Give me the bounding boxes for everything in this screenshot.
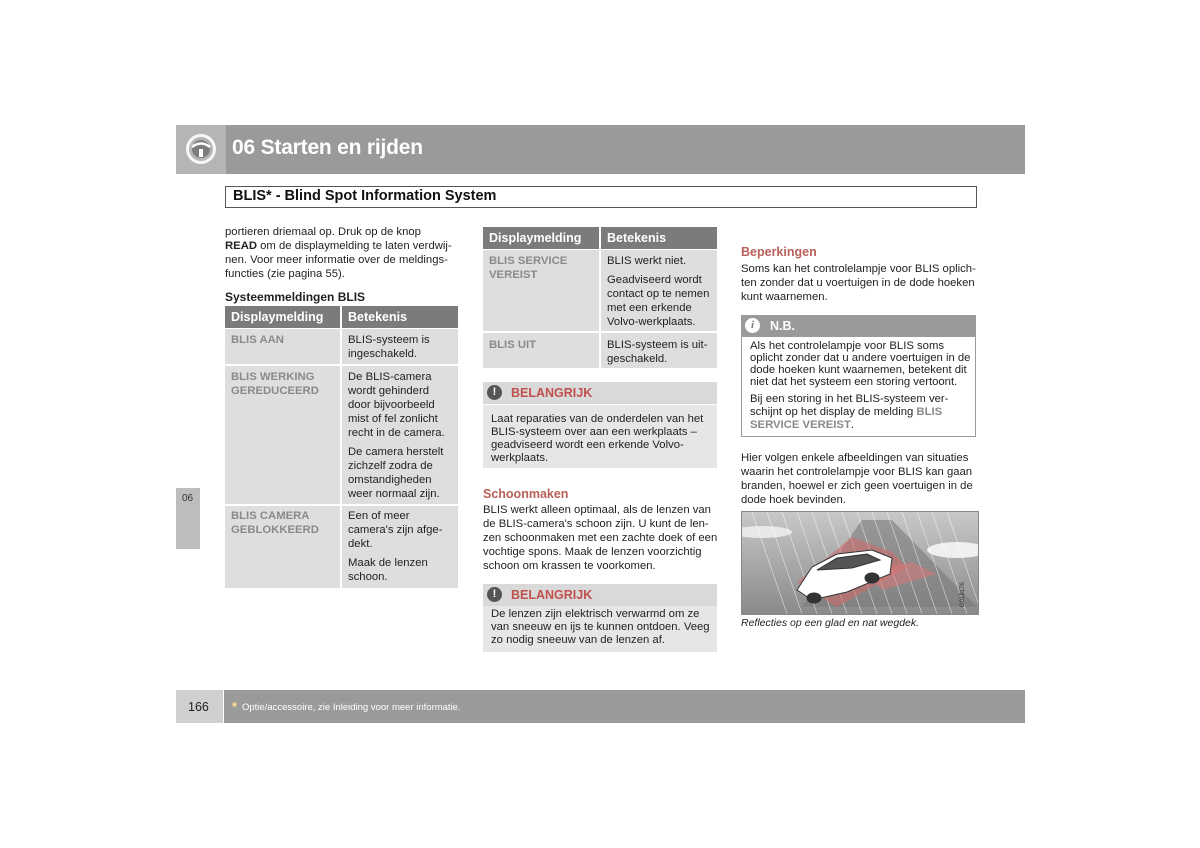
wet-road-illustration (741, 511, 979, 615)
note-line: oplicht zonder dat u andere voertuigen in de (750, 352, 971, 364)
row-value-line: schoon. (348, 571, 388, 583)
warning-icon: ! (487, 587, 502, 602)
row-key: GEREDUCEERD (231, 385, 319, 397)
row-value-line: Volvo-werkplaats. (607, 316, 696, 328)
warning-line: zo nodig sneeuw van de lenzen af. (491, 634, 665, 646)
warning-line: geadviseerd wordt een erkende Volvo- (491, 439, 684, 451)
table-header-display: Displaymelding (231, 310, 324, 324)
row-value-line: door bijvoorbeeld (348, 399, 435, 411)
after-line: branden, hoewel er zich geen voertuigen in de (741, 480, 973, 492)
row-value-line: wordt gehinderd (348, 385, 430, 397)
table-header-meaning: Betekenis (607, 231, 667, 245)
limits-heading: Beperkingen (741, 245, 817, 259)
note-line: Als het controlelampje voor BLIS soms (750, 340, 945, 352)
cleaning-heading: Schoonmaken (483, 487, 569, 501)
cleaning-line: BLIS werkt alleen optimaal, als de lenzen van (483, 504, 711, 516)
note-line: dode hoeken kunt waarnemen, betekent dit (750, 364, 967, 376)
row-key: BLIS AAN (231, 334, 284, 346)
table-title: Systeemmeldingen BLIS (225, 290, 366, 304)
limits-line: Soms kan het controlelampje voor BLIS oplich- (741, 263, 976, 275)
intro-line-3: nen. Voor meer informatie over de meldings- (225, 254, 448, 266)
row-value-line: contact op te nemen (607, 288, 710, 300)
row-key: BLIS UIT (489, 339, 537, 351)
side-tab-label: 06 (182, 493, 194, 504)
cleaning-line: de BLIS-camera's schoon zijn. U kunt de len- (483, 518, 709, 530)
after-line: waarin het controlelampje voor BLIS kan gaan (741, 466, 973, 478)
read-button-ref: READ (225, 240, 258, 252)
note-ref: BLIS (916, 406, 943, 418)
limits-line: ten zonder dat u voertuigen in de dode hoeken (741, 277, 975, 289)
intro-line-4: functies (zie pagina 55). (225, 268, 345, 280)
table-header-display: Displaymelding (489, 231, 582, 245)
limits-line: kunt waarnemen. (741, 291, 828, 303)
row-value-line: met een erkende (607, 302, 692, 314)
row-value-line: De BLIS-camera (348, 371, 432, 383)
note-ref: SERVICE VEREIST (750, 419, 851, 431)
table-header-meaning: Betekenis (348, 310, 408, 324)
note-line (750, 419, 854, 433)
row-value-line: BLIS-systeem is uit- (607, 339, 708, 351)
note-line (750, 406, 942, 420)
row-value-line: Geadviseerd wordt (607, 274, 702, 286)
note-title: N.B. (770, 319, 795, 333)
note-line-text: schijnt op het display de melding (750, 406, 914, 418)
cleaning-line: zen schoonmaken met een zachte doek of een (483, 532, 718, 544)
warning-title: BELANGRIJK (511, 386, 593, 400)
warning-line: werkplaats. (491, 452, 549, 464)
row-value-line: geschakeld. (607, 353, 668, 365)
cleaning-line: schoon om krassen te voorkomen. (483, 560, 656, 572)
car-reflection-image (742, 512, 978, 614)
cleaning-line: vochtige spons. Maak de lenzen voorzichtig (483, 546, 702, 558)
image-caption: Reflecties op een glad en nat wegdek. (741, 617, 920, 629)
row-value-line: weer normaal zijn. (348, 488, 440, 500)
row-key: VEREIST (489, 269, 538, 281)
row-value-line: recht in de camera. (348, 427, 445, 439)
warning-line: De lenzen zijn elektrisch verwarmd om ze (491, 608, 700, 620)
row-key: BLIS CAMERA (231, 510, 310, 522)
section-title: BLIS* - Blind Spot Information System (233, 188, 497, 204)
row-value-line: ingeschakeld. (348, 348, 418, 360)
intro-line-2-rest: om de displaymelding te laten verdwij- (257, 240, 452, 252)
steering-wheel-icon (176, 125, 226, 174)
warning-line: Laat reparaties van de onderdelen van het (491, 413, 704, 425)
footer-star: * (232, 699, 238, 714)
note-line-end: . (850, 419, 855, 431)
warning-title: BELANGRIJK (511, 588, 593, 602)
warning-line: BLIS-systeem over aan een werkplaats – (491, 426, 697, 438)
page-number: 166 (188, 700, 209, 714)
row-value-line: BLIS-systeem is (348, 334, 430, 346)
footer-note: Optie/accessoire, zie Inleiding voor meer informatie. (242, 702, 461, 713)
after-line: Hier volgen enkele afbeeldingen van situaties (741, 452, 969, 464)
row-value-line: omstandigheden (348, 474, 432, 486)
warning-icon: ! (487, 385, 502, 400)
row-value-line: mist of fel zonlicht (348, 413, 438, 425)
info-icon: i (745, 318, 760, 333)
row-value-line: Maak de lenzen (348, 557, 428, 569)
row-value-line: zichzelf zodra de (348, 460, 433, 472)
row-value-line: De camera herstelt (348, 446, 444, 458)
row-key: BLIS SERVICE (489, 255, 568, 267)
chapter-title: 06 Starten en rijden (232, 136, 423, 159)
row-value-line: BLIS werkt niet. (607, 255, 687, 267)
row-value-line: camera's zijn afge- (348, 524, 443, 536)
row-value-line: Een of meer (348, 510, 410, 522)
chapter-icon-box (176, 125, 226, 174)
intro-line-1: portieren driemaal op. Druk op de knop (225, 226, 421, 238)
row-value-line: dekt. (348, 538, 373, 550)
image-code: G018176 (960, 582, 966, 607)
after-line: dode hoek bevinden. (741, 494, 846, 506)
row-key: GEBLOKKEERD (231, 524, 319, 536)
intro-line-2 (225, 240, 452, 254)
row-key: BLIS WERKING (231, 371, 315, 383)
warning-line: van sneeuw en ijs te kunnen ontdoen. Veeg (491, 621, 710, 633)
note-line: Bij een storing in het BLIS-systeem ver- (750, 393, 949, 405)
note-line: niet dat het systeem een storing vertoont. (750, 376, 958, 388)
